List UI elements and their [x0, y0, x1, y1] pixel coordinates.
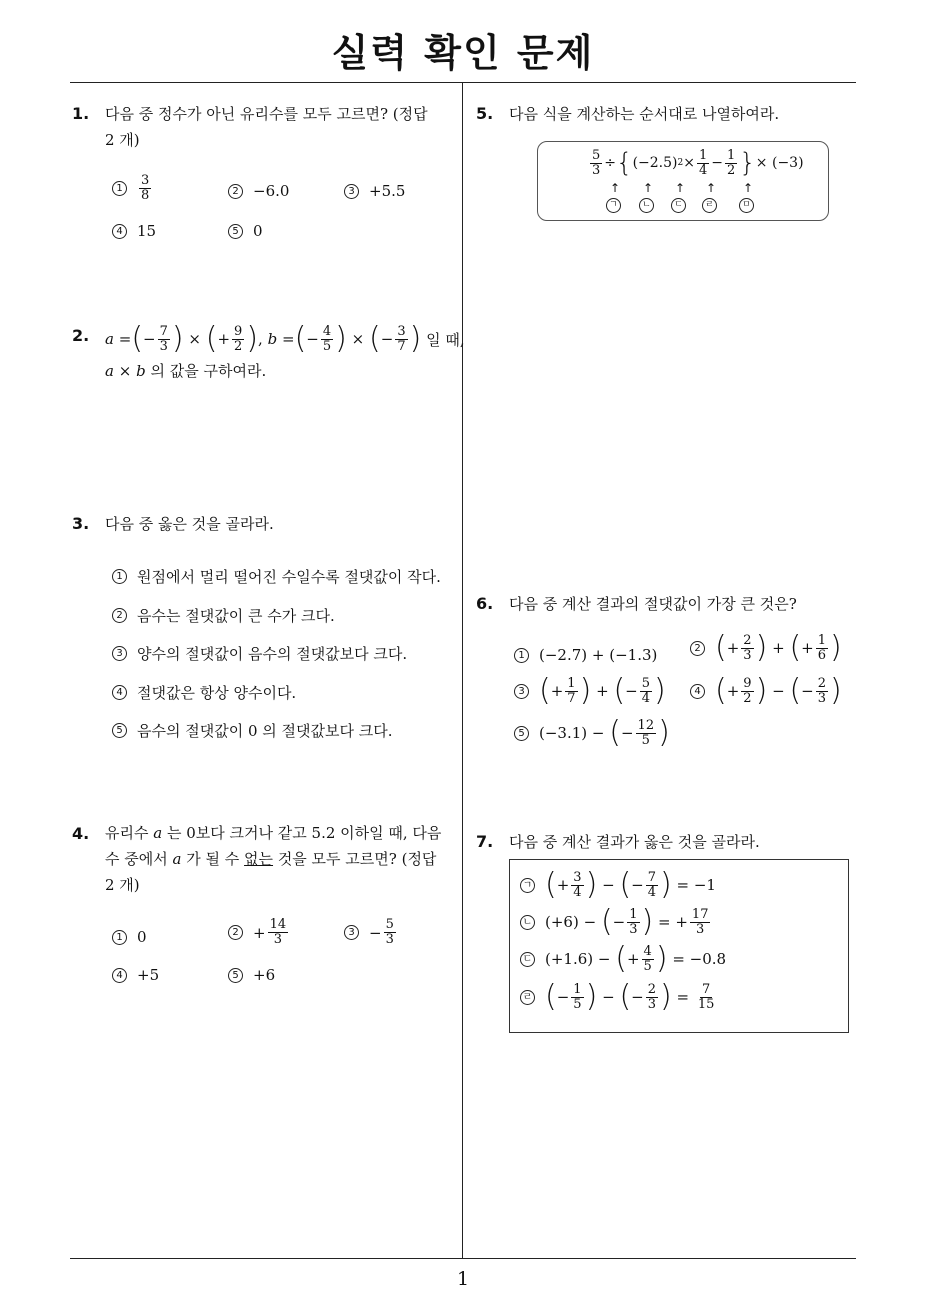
- option-5[interactable]: 5 (−3.1) − ( − $\frac{12}{5}$ ): [514, 718, 670, 748]
- question-text: 다음 식을 계산하는 순서대로 나열하여라.: [509, 105, 780, 123]
- choice-mark: 4: [112, 685, 127, 700]
- choice-mark: 2: [690, 641, 705, 656]
- choice-mark: 5: [514, 726, 529, 741]
- option-4[interactable]: 4 ( + $\frac{9}{2}$ ) − ( − $\frac{2}{3}$ ): [690, 676, 842, 706]
- arrow-icon: ↑: [675, 181, 686, 195]
- statement-1[interactable]: ㄱ ( + $\frac{3}{4}$ ) − ( − $\frac{7}{4}$ ) = −1: [520, 870, 716, 900]
- statement-4[interactable]: ㄹ ( − $\frac{1}{5}$ ) − ( − $\frac{2}{3}$ ) = $\frac{7}{15}$: [520, 982, 718, 1012]
- choice-mark: 4: [112, 968, 127, 983]
- order-marker: ㅁ: [739, 198, 754, 213]
- choice-mark: 4: [690, 684, 705, 699]
- question-text: 다음 중 계산 결과가 옳은 것을 골라라.: [509, 833, 760, 851]
- question-number: 5.: [476, 104, 494, 123]
- option-3[interactable]: 3 양수의 절댓값이 음수의 절댓값보다 크다.: [112, 643, 407, 664]
- choice-mark: 3: [112, 646, 127, 661]
- choice-mark: 1: [514, 648, 529, 663]
- option-1[interactable]: 1 (−2.7) + (−1.3): [514, 646, 657, 664]
- choice-mark: 2: [228, 184, 243, 199]
- option-1[interactable]: [112, 174, 153, 203]
- option-4[interactable]: 4 절댓값은 항상 양수이다.: [112, 682, 296, 703]
- column-divider: [462, 83, 463, 1258]
- choice-mark: 1: [112, 181, 127, 196]
- page-number: 1: [456, 1268, 470, 1290]
- question-number: 4.: [72, 824, 90, 843]
- option-5[interactable]: 5 0: [228, 222, 263, 240]
- question-text: 유리수 a 는 0보다 크거나 같고 5.2 이하일 때, 다음 수 중에서 a 가 될 수 없는 것을 모두 고르면? (정답 2 개): [105, 824, 442, 894]
- question-number: 1.: [72, 104, 90, 123]
- choice-mark: 2: [112, 608, 127, 623]
- option-2[interactable]: 2 −6.0: [228, 182, 289, 200]
- choice-mark: 1: [112, 569, 127, 584]
- choice-mark: 5: [112, 723, 127, 738]
- choice-mark: 2: [228, 925, 243, 940]
- expression: $\frac{5}{3}$ ÷ { (−2.5) 2 × $\frac{1}{4}$ − $\frac{1}{2}$ } × (−3): [592, 147, 804, 178]
- arrow-icon: ↑: [610, 181, 621, 195]
- option-1[interactable]: 1 원점에서 멀리 떨어진 수일수록 절댓값이 작다.: [112, 566, 441, 587]
- option-3[interactable]: 3 ( + $\frac{1}{7}$ ) + ( − $\frac{5}{4}$ ): [514, 676, 666, 706]
- question-expression: a = ( − $\frac{7}{3}$ ) × ( + $\frac{9}{2}$ ) , b = ( − $\frac{4}{5}$ ) × ( − $\frac{3}{7}$ ) 일 때,: [105, 321, 465, 356]
- option-3[interactable]: 3 +5.5: [344, 182, 405, 200]
- question-number: 2.: [72, 326, 90, 345]
- choice-mark: ㄱ: [520, 878, 535, 893]
- option-1[interactable]: 1 0: [112, 928, 147, 946]
- option-2[interactable]: 2 ( + $\frac{2}{3}$ ) + ( + $\frac{1}{6}$ ): [690, 633, 842, 663]
- option-4[interactable]: 4 +5: [112, 966, 159, 984]
- choice-mark: 3: [344, 925, 359, 940]
- option-5[interactable]: 5 +6: [228, 966, 275, 984]
- page-title: 실력 확인 문제: [331, 31, 595, 75]
- arrow-icon: ↑: [643, 181, 654, 195]
- option-2[interactable]: 2 + $\frac{14}{3}$: [228, 918, 290, 947]
- choice-mark: 3: [514, 684, 529, 699]
- question-text: 다음 중 계산 결과의 절댓값이 가장 큰 것은?: [509, 595, 797, 613]
- bottom-rule: [70, 1258, 856, 1259]
- order-marker: ㄹ: [702, 198, 717, 213]
- choice-mark: 3: [344, 184, 359, 199]
- order-marker: ㄱ: [606, 198, 621, 213]
- question-number: 7.: [476, 832, 494, 851]
- top-rule: [70, 82, 856, 83]
- option-5[interactable]: 5 음수의 절댓값이 0 의 절댓값보다 크다.: [112, 720, 393, 741]
- question-number: 3.: [72, 514, 90, 533]
- arrow-icon: ↑: [706, 181, 717, 195]
- choice-mark: ㄹ: [520, 990, 535, 1005]
- option-3[interactable]: 3 − $\frac{5}{3}$: [344, 918, 398, 947]
- option-4[interactable]: 4 15: [112, 222, 156, 240]
- fraction: $\frac{3}{8}$: [141, 173, 150, 203]
- choice-mark: 4: [112, 224, 127, 239]
- choice-mark: ㄴ: [520, 915, 535, 930]
- choice-mark: 1: [112, 930, 127, 945]
- order-marker: ㄴ: [639, 198, 654, 213]
- question-text-line2: a × b 의 값을 구하여라.: [105, 362, 267, 380]
- question-number: 6.: [476, 594, 494, 613]
- statement-3[interactable]: ㄷ (+1.6) − ( + $\frac{4}{5}$ ) = −0.8: [520, 944, 726, 974]
- option-2[interactable]: 2 음수는 절댓값이 큰 수가 크다.: [112, 605, 335, 626]
- choice-mark: 5: [228, 224, 243, 239]
- arrow-icon: ↑: [743, 181, 754, 195]
- question-text: 다음 중 옳은 것을 골라라.: [105, 515, 274, 533]
- question-text: 다음 중 정수가 아닌 유리수를 모두 고르면? (정답 2 개): [105, 105, 428, 149]
- statement-2[interactable]: ㄴ (+6) − ( − $\frac{1}{3}$ ) = + $\frac{17}{3}$: [520, 907, 712, 937]
- choice-mark: 5: [228, 968, 243, 983]
- choice-mark: ㄷ: [520, 952, 535, 967]
- order-marker: ㄷ: [671, 198, 686, 213]
